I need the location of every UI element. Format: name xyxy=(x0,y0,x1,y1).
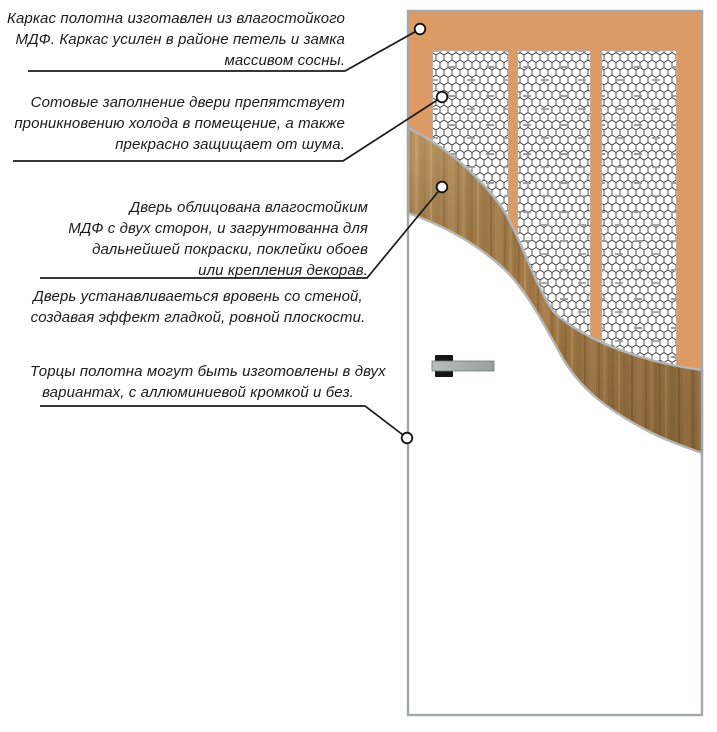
callout-dot-facing xyxy=(437,182,448,193)
annotation-edge-variants xyxy=(30,361,386,403)
callout-dot-frame xyxy=(415,24,426,35)
annotation-facing-line-2: МДФ с двух сторон, и загрунтованна для xyxy=(68,220,368,237)
annotation-edges-line-1: Торцы полотна могут быть изготовлены в двух xyxy=(30,363,386,380)
annotation-facing-line-4: или крепления декорав. xyxy=(198,262,368,279)
annotation-facing-line-1: Дверь облицована влагостойким xyxy=(129,199,368,216)
annotation-honeycomb-line-2: проникновению холода в помещение, а также xyxy=(14,115,345,132)
handle-lever xyxy=(432,361,494,371)
annotation-frame-line-3: массивом сосны. xyxy=(224,52,345,69)
annotation-frame xyxy=(0,8,345,71)
annotation-frame-line-1: Каркас полотна изготавлен из влагостойкого xyxy=(7,10,345,27)
annotation-facing-line-3: дальнейшей покраски, поклейки обоев xyxy=(92,241,368,258)
annotation-edges-line-2: вариантах, с аллюминиевой кромкой и без. xyxy=(42,384,354,401)
annotation-honeycomb xyxy=(0,92,345,155)
annotation-facing xyxy=(0,197,368,281)
callout-dot-edges xyxy=(402,433,413,444)
annotation-honeycomb-line-1: Сотовые заполнение двери препятствует xyxy=(30,94,345,111)
annotation-honeycomb-line-3: прекрасно защищает от шума. xyxy=(115,136,345,153)
callout-edges xyxy=(40,406,412,443)
annotation-flush-line-1: Дверь устанавливаеться вровень со стеной, xyxy=(33,288,363,305)
annotation-flush-install xyxy=(30,286,366,328)
annotation-frame-line-2: МДФ. Каркас усилен в районе петель и замка xyxy=(15,31,345,48)
callout-dot-honeycomb xyxy=(437,92,448,103)
annotation-flush-line-2: создавая эффект гладкой, ровной плоскости. xyxy=(30,309,366,326)
